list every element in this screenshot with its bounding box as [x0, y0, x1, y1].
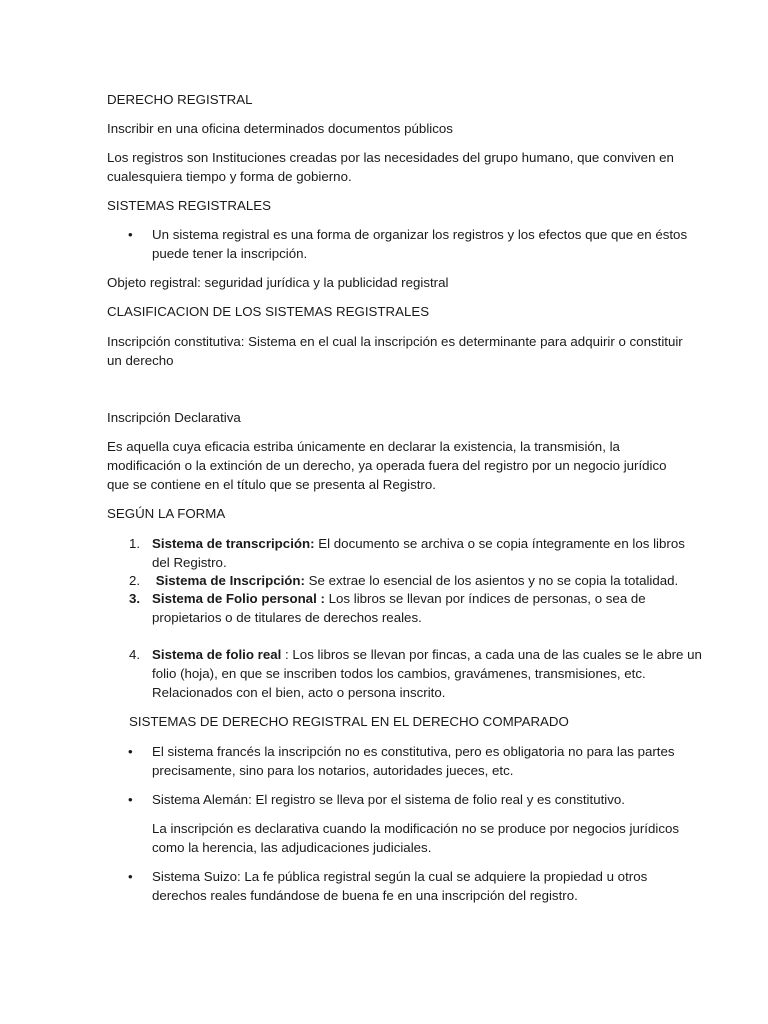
frances-line: precisamente, sino para los notarios, autoridades jueces, etc.: [152, 763, 514, 778]
declarativa-line: que se contiene en el título que se presenta al Registro.: [107, 477, 436, 492]
intro-text: Inscribir en una oficina determinados documentos públicos: [107, 121, 453, 136]
registros-paragraph-line: Los registros son Instituciones creadas por las necesidades del grupo humano, que conviven en: [107, 150, 674, 165]
document-title: DERECHO REGISTRAL: [107, 92, 253, 107]
bullet-marker: •: [128, 869, 133, 884]
registros-paragraph-line: cualesquiera tiempo y forma de gobierno.: [107, 169, 352, 184]
aleman-note-line: La inscripción es declarativa cuando la modificación no se produce por negocios jurídicos: [152, 821, 680, 836]
constitutiva-line: Inscripción constitutiva: Sistema en el cual la inscripción es determinante para adquirir o constituir: [107, 334, 683, 349]
list-item-line: [152, 590, 646, 609]
list-item-line: [152, 646, 702, 665]
list-number: 4.: [129, 647, 141, 662]
bullet-marker: •: [128, 792, 133, 807]
objeto-registral-text: Objeto registral: seguridad jurídica y la publicidad registral: [107, 275, 449, 290]
list-item-line: del Registro.: [152, 555, 227, 570]
list-item-term: Sistema de folio real: [152, 647, 282, 662]
list-number: 2.: [129, 573, 141, 588]
sistema-bullet-line: puede tener la inscripción.: [152, 246, 308, 261]
segun-forma-heading: SEGÚN LA FORMA: [107, 506, 226, 521]
sistemas-heading: SISTEMAS REGISTRALES: [107, 198, 272, 213]
list-item-term: Sistema de Inscripción:: [152, 573, 305, 588]
frances-line: El sistema francés la inscripción no es constitutiva, pero es obligatoria no para las partes: [152, 744, 675, 759]
list-item-term: Sistema de transcripción:: [152, 536, 315, 551]
list-item-text: Se extrae lo esencial de los asientos y no se copia la totalidad.: [304, 573, 679, 588]
list-number: 3.: [129, 591, 141, 606]
list-item-line: Relacionados con el bien, acto o persona inscrito.: [152, 685, 446, 700]
comparado-heading: SISTEMAS DE DERECHO REGISTRAL EN EL DERECHO COMPARADO: [129, 714, 569, 729]
list-item-term: Sistema de Folio personal :: [152, 591, 325, 606]
sistema-bullet-line: Un sistema registral es una forma de organizar los registros y los efectos que que en éstos: [152, 227, 688, 242]
bullet-marker: •: [128, 227, 133, 242]
constitutiva-line: un derecho: [107, 353, 174, 368]
list-item-text: : Los libros se llevan por fincas, a cada una de las cuales se le abre un: [281, 647, 702, 662]
list-number: 1.: [129, 536, 141, 551]
list-item-text: El documento se archiva o se copia íntegramente en los libros: [314, 536, 685, 551]
list-item-line: propietarios o de titulares de derechos reales.: [152, 610, 422, 625]
aleman-line: Sistema Alemán: El registro se lleva por el sistema de folio real y es constitutivo.: [152, 792, 625, 807]
list-item-text: Los libros se llevan por índices de personas, o sea de: [324, 591, 646, 606]
declarativa-heading: Inscripción Declarativa: [107, 410, 241, 425]
list-item-line: folio (hoja), en que se inscriben todos los cambios, gravámenes, transmisiones, etc.: [152, 666, 646, 681]
clasificacion-heading: CLASIFICACION DE LOS SISTEMAS REGISTRALES: [107, 304, 430, 319]
list-item-line: [152, 572, 678, 591]
bullet-marker: •: [128, 744, 133, 759]
declarativa-line: Es aquella cuya eficacia estriba únicamente en declarar la existencia, la transmisión, la: [107, 439, 620, 454]
aleman-note-line: como la herencia, las adjudicaciones judiciales.: [152, 840, 432, 855]
list-item-line: [152, 535, 685, 554]
declarativa-line: modificación o la extinción de un derecho, ya operada fuera del registro por un negocio jurídico: [107, 458, 667, 473]
suizo-line: derechos reales fundándose de buena fe en una inscripción del registro.: [152, 888, 578, 903]
suizo-line: Sistema Suizo: La fe pública registral según la cual se adquiere la propiedad u otros: [152, 869, 648, 884]
